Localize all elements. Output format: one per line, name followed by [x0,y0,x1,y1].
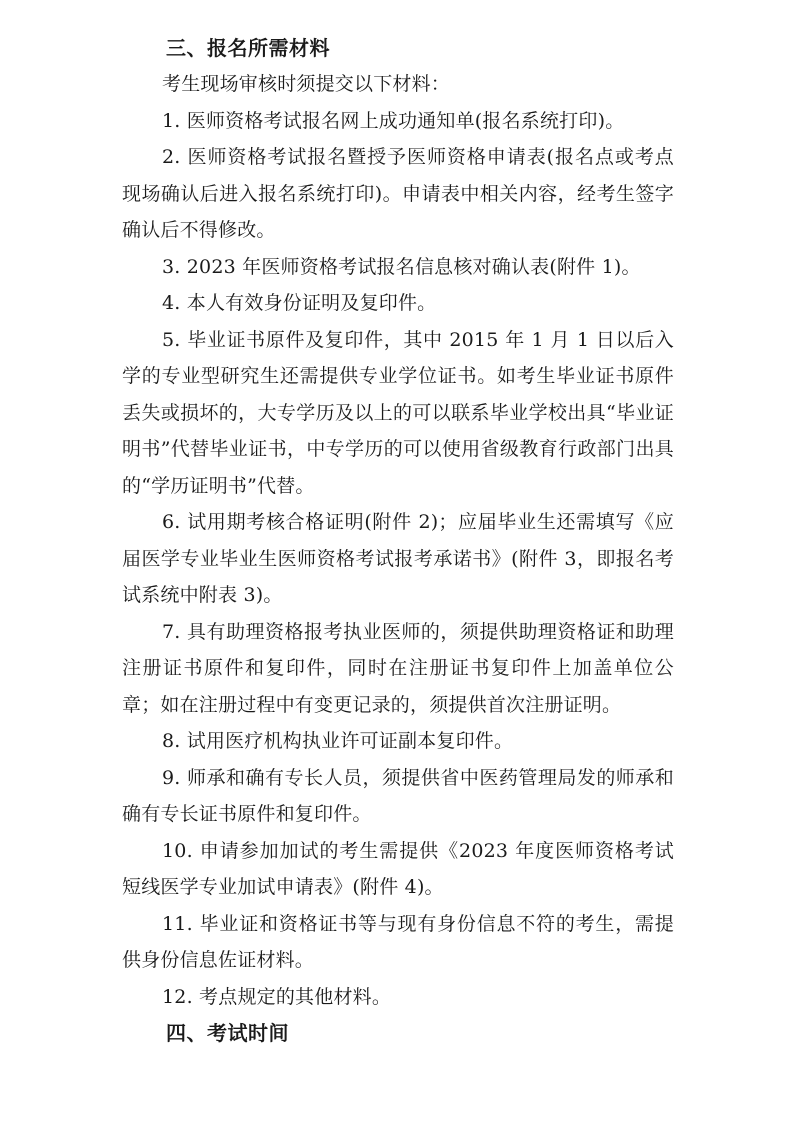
list-item-3: 3. 2023 年医师资格考试报名信息核对确认表(附件 1)。 [162,255,641,278]
list-item-9: 9. 师承和确有专长人员，须提供省中医药管理局发的师承和确有专长证书原件和复印件。 [122,766,674,825]
list-item-7: 7. 具有助理资格报考执业医师的，须提供助理资格证和助理注册证书原件和复印件，同时在注册证书复印件上加盖单位公章；如在注册过程中有变更记录的，须提供首次注册证明。 [122,620,674,716]
list-item-1: 1. 医师资格考试报名网上成功通知单(报名系统打印)。 [162,109,625,132]
section-heading-materials: 三、报名所需材料 [166,36,330,60]
list-item-6: 6. 试用期考核合格证明(附件 2)；应届毕业生还需填写《应届医学专业毕业生医师资格考试报考承诺书》(附件 3，即报名考试系统中附表 3)。 [122,511,674,606]
list-item-11: 11. 毕业证和资格证书等与现有身份信息不符的考生，需提供身份信息佐证材料。 [122,912,674,971]
list-item-12: 12. 考点规定的其他材料。 [162,985,392,1008]
intro-paragraph: 考生现场审核时须提交以下材料： [162,73,451,95]
list-item-5: 5. 毕业证书原件及复印件，其中 2015 年 1 月 1 日以后入学的专业型研究生还需提供专业学位证书。如考生毕业证书原件丢失或损坏的，大专学历及以上的可以联系毕业学校出具“毕业证明书”代替毕业证书，中专学历的可以使用省级教育行政部门出具的“学历证明书”代替。 [122,328,674,497]
list-item-2: 2. 医师资格考试报名暨授予医师资格申请表(报名点或考点现场确认后进入报名系统打印)。申请表中相关内容，经考生签字确认后不得修改。 [122,146,674,241]
list-item-10: 10. 申请参加加试的考生需提供《2023 年度医师资格考试短线医学专业加试申请表》(附件 4)。 [122,839,674,898]
section-heading-exam-time: 四、考试时间 [166,1021,289,1045]
document-page [122,30,674,1051]
list-item-8: 8. 试用医疗机构执业许可证副本复印件。 [162,730,514,752]
list-item-4: 4. 本人有效身份证明及复印件。 [162,292,437,314]
